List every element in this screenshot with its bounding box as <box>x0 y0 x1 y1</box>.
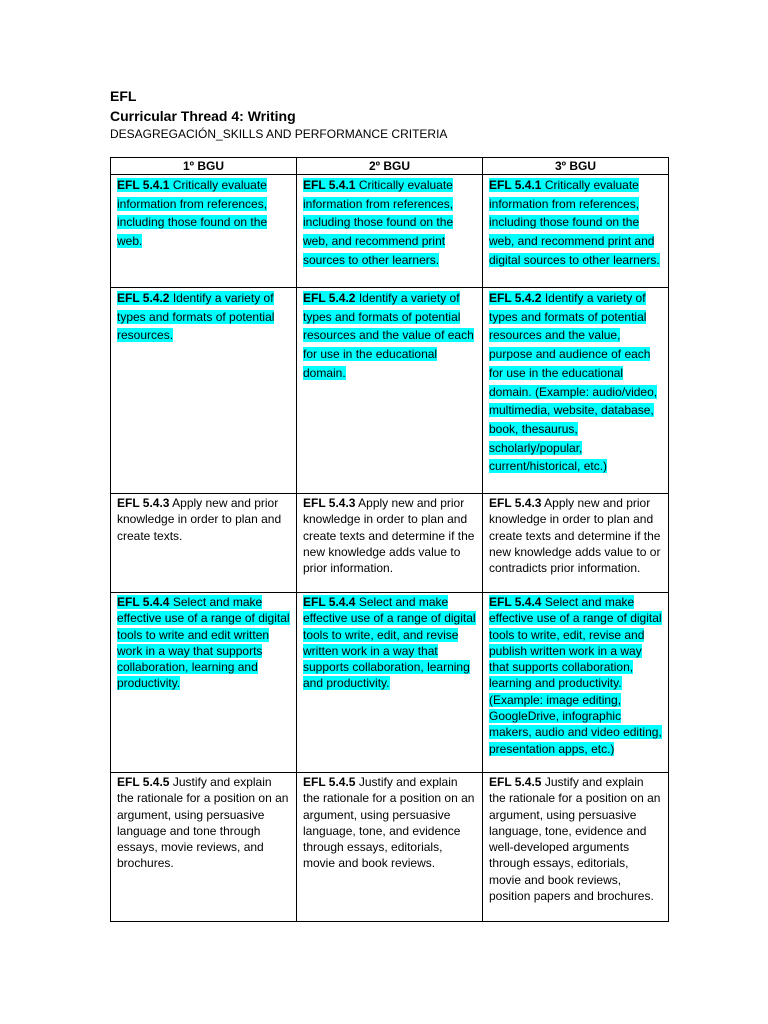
table-cell <box>111 494 297 593</box>
table-cell <box>297 494 483 593</box>
criterion-text: Critically evaluate information from references, including those found on the web. <box>117 178 268 249</box>
table-row <box>111 593 669 773</box>
criterion-text: Select and make effective use of a range of digital tools to write and edit written work in a way that supports collaboration, learning and productivity. <box>117 595 290 691</box>
table-row <box>111 494 669 593</box>
table-cell <box>297 773 483 922</box>
criterion-code: EFL 5.4.4 <box>489 595 542 609</box>
table-cell <box>111 593 297 773</box>
criterion-code: EFL 5.4.4 <box>117 595 170 609</box>
table-cell <box>111 175 297 288</box>
table-row <box>111 175 669 288</box>
criterion-text: Identify a variety of types and formats of potential resources. <box>117 291 275 343</box>
table-cell <box>111 773 297 922</box>
criterion-code: EFL 5.4.2 <box>303 291 356 305</box>
criterion-text: Critically evaluate information from references, including those found on the web, and recommend print sources to other learners. <box>303 178 454 267</box>
criterion-text: Apply new and prior knowledge in order to plan and create texts and determine if the new knowledge adds value to prior information. <box>303 496 475 576</box>
table-cell <box>297 288 483 494</box>
criterion-text: Justify and explain the rationale for a position on an argument, using persuasive language, tone, and evidence through essays, editorials, movie and book reviews. <box>303 775 475 871</box>
criterion-text: Identify a variety of types and formats of potential resources and the value, purpose and audience of each for use in the educational domain. (Example: audio/video, multimedia, website, database, book, thesaurus, scholarly/popular, current/historical, etc.) <box>489 291 658 474</box>
criterion-text: Select and make effective use of a range of digital tools to write, edit, and revise written work in a way that supports collaboration, learning and productivity. <box>303 595 476 691</box>
criterion-text: Apply new and prior knowledge in order to plan and create texts and determine if the new knowledge adds value to or contradicts prior information. <box>489 496 661 576</box>
table-cell <box>111 288 297 494</box>
header-1-bgu: 1º BGU <box>111 158 297 175</box>
criterion-code: EFL 5.4.2 <box>117 291 170 305</box>
criterion-text: Apply new and prior knowledge in order to plan and create texts. <box>117 496 282 543</box>
criterion-code: EFL 5.4.3 <box>303 496 356 510</box>
table-cell <box>297 593 483 773</box>
criteria-table <box>110 157 669 922</box>
header-2-bgu: 2º BGU <box>297 158 483 175</box>
criterion-code: EFL 5.4.5 <box>117 775 170 789</box>
criterion-text: Critically evaluate information from references, including those found on the web, and recommend print and digital sources to other learners. <box>489 178 660 267</box>
criterion-code: EFL 5.4.5 <box>303 775 356 789</box>
document-caption: DESAGREGACIÓN_SKILLS AND PERFORMANCE CRITERIA <box>110 127 448 141</box>
header-3-bgu: 3º BGU <box>483 158 669 175</box>
document-subtitle: Curricular Thread 4: Writing <box>110 108 296 124</box>
criterion-code: EFL 5.4.3 <box>489 496 542 510</box>
criterion-text: Select and make effective use of a range of digital tools to write, edit, revise and publish written work in a way that supports collaboration, learning and productivity. (Example: image editing, GoogleDrive, infographic makers, audio and video editing, presentation apps, etc.) <box>489 595 662 756</box>
table-cell <box>297 175 483 288</box>
criterion-text: Justify and explain the rationale for a position on an argument, using persuasive language, tone, evidence and well-developed arguments through essays, editorials, movie and book reviews, position papers and brochures. <box>489 775 661 904</box>
table-header-row <box>111 158 669 175</box>
criterion-code: EFL 5.4.4 <box>303 595 356 609</box>
table-cell <box>483 288 669 494</box>
criterion-text: Justify and explain the rationale for a position on an argument, using persuasive language and tone through essays, movie reviews, and brochures. <box>117 775 289 871</box>
table-cell <box>483 494 669 593</box>
criterion-code: EFL 5.4.2 <box>489 291 542 305</box>
table-cell <box>483 773 669 922</box>
table-row <box>111 773 669 922</box>
document-title: EFL <box>110 88 137 104</box>
criterion-code: EFL 5.4.1 <box>303 178 356 192</box>
criterion-code: EFL 5.4.3 <box>117 496 170 510</box>
table-cell <box>483 593 669 773</box>
criterion-code: EFL 5.4.5 <box>489 775 542 789</box>
criterion-code: EFL 5.4.1 <box>117 178 170 192</box>
table-row <box>111 288 669 494</box>
table-cell <box>483 175 669 288</box>
criterion-code: EFL 5.4.1 <box>489 178 542 192</box>
criterion-text: Identify a variety of types and formats of potential resources and the value of each for use in the educational domain. <box>303 291 474 380</box>
